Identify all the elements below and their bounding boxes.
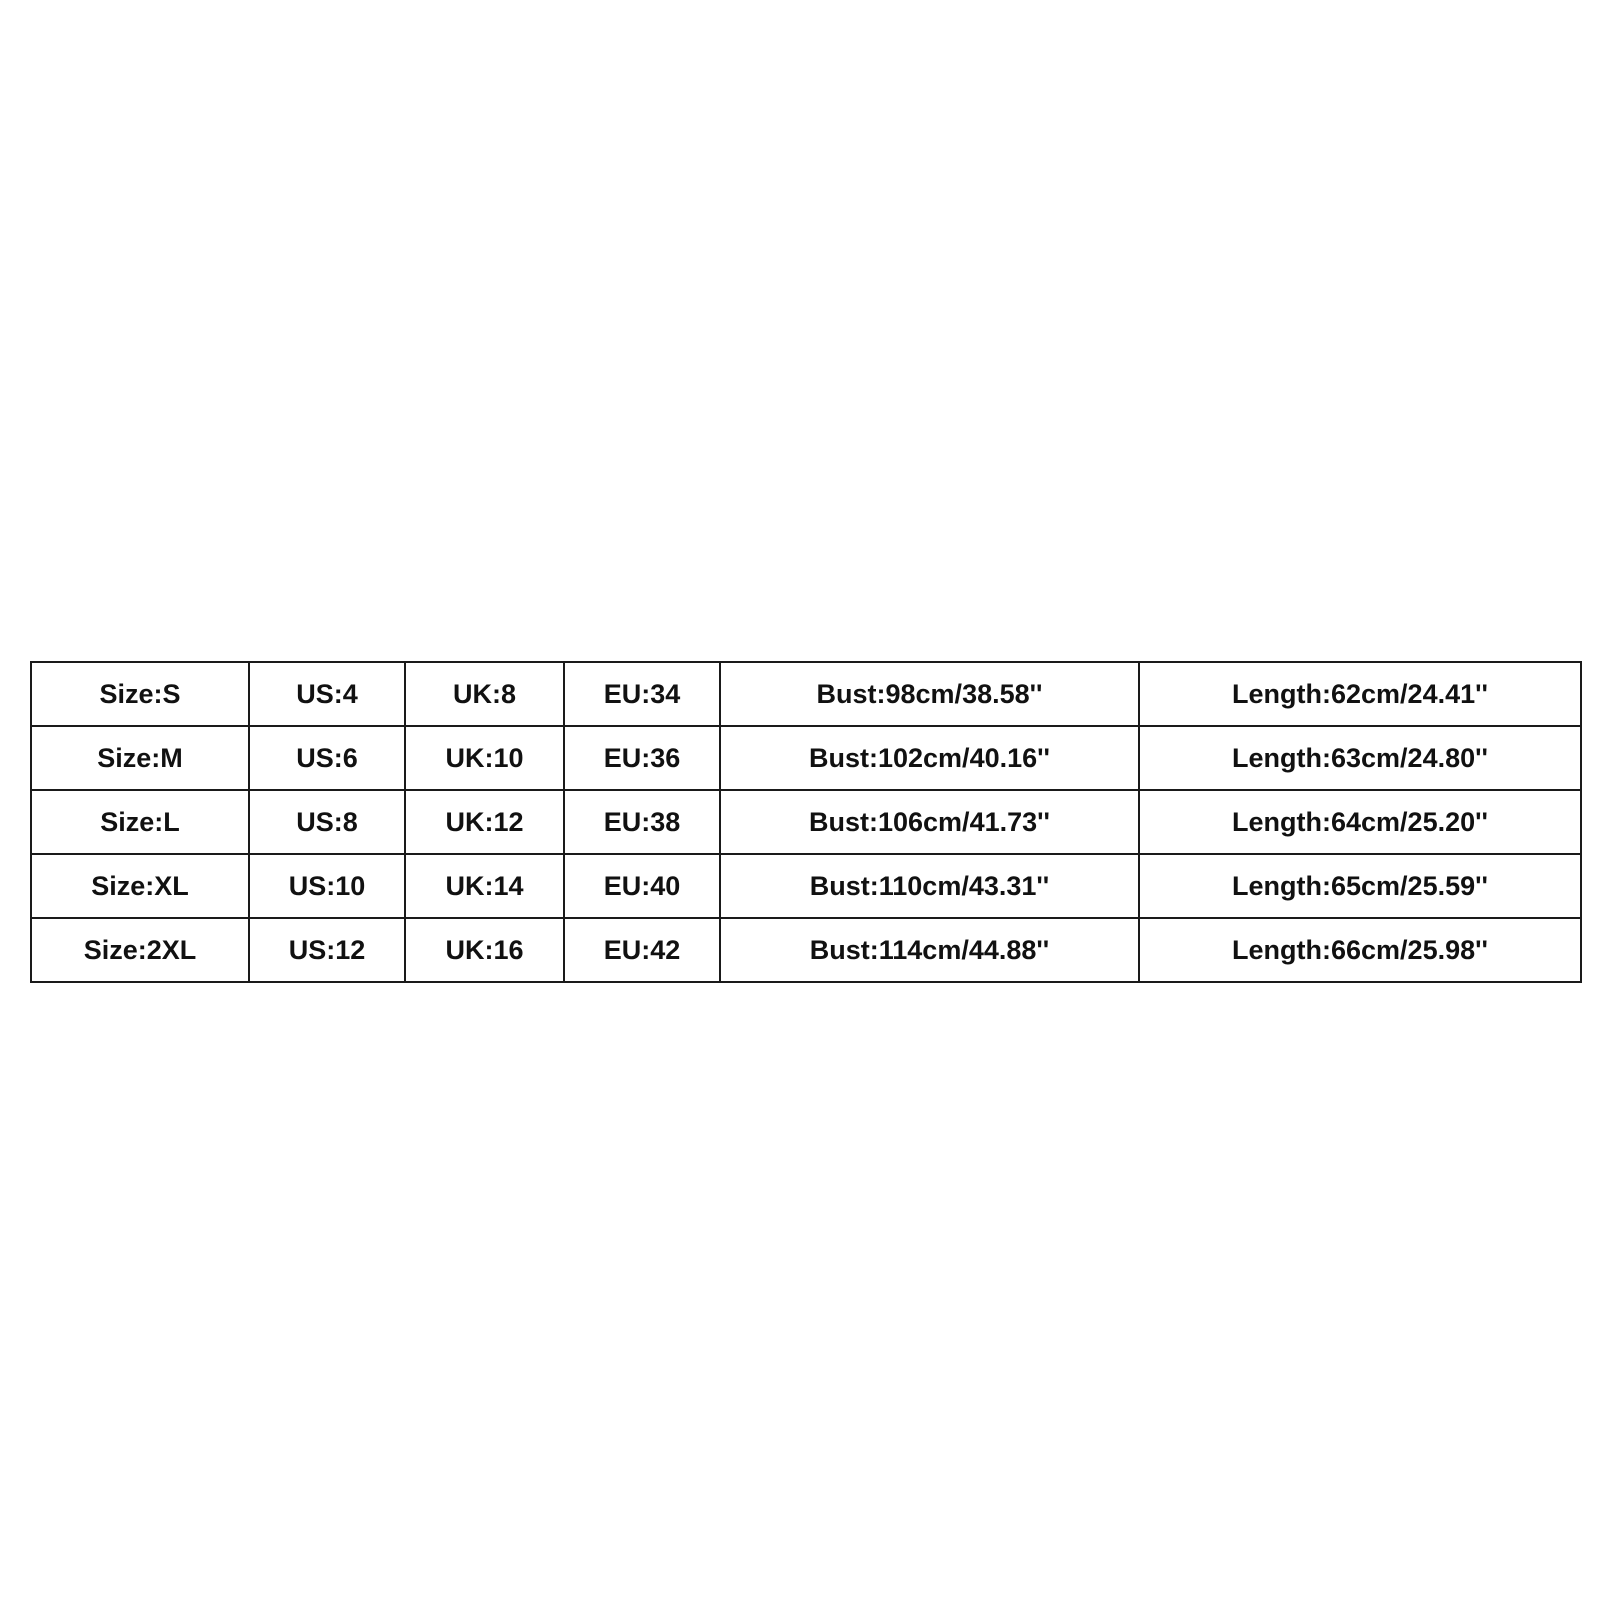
table-row — [31, 918, 1581, 982]
us-size-cell: US:12 — [249, 918, 405, 982]
length-cell: Length:66cm/25.98'' — [1139, 918, 1581, 982]
size-chart-table — [30, 661, 1582, 983]
bust-cell: Bust:110cm/43.31'' — [720, 854, 1139, 918]
bust-cell: Bust:102cm/40.16'' — [720, 726, 1139, 790]
size-cell: Size:S — [31, 662, 249, 726]
us-size-cell: US:8 — [249, 790, 405, 854]
length-cell: Length:63cm/24.80'' — [1139, 726, 1581, 790]
uk-size-cell: UK:16 — [405, 918, 564, 982]
length-cell: Length:64cm/25.20'' — [1139, 790, 1581, 854]
length-cell: Length:62cm/24.41'' — [1139, 662, 1581, 726]
uk-size-cell: UK:10 — [405, 726, 564, 790]
size-cell: Size:XL — [31, 854, 249, 918]
uk-size-cell: UK:8 — [405, 662, 564, 726]
bust-cell: Bust:106cm/41.73'' — [720, 790, 1139, 854]
us-size-cell: US:10 — [249, 854, 405, 918]
size-cell: Size:L — [31, 790, 249, 854]
table-row — [31, 726, 1581, 790]
table-row — [31, 662, 1581, 726]
us-size-cell: US:6 — [249, 726, 405, 790]
eu-size-cell: EU:34 — [564, 662, 720, 726]
bust-cell: Bust:98cm/38.58'' — [720, 662, 1139, 726]
eu-size-cell: EU:38 — [564, 790, 720, 854]
us-size-cell: US:4 — [249, 662, 405, 726]
table-row — [31, 790, 1581, 854]
eu-size-cell: EU:36 — [564, 726, 720, 790]
uk-size-cell: UK:14 — [405, 854, 564, 918]
size-cell: Size:2XL — [31, 918, 249, 982]
bust-cell: Bust:114cm/44.88'' — [720, 918, 1139, 982]
size-cell: Size:M — [31, 726, 249, 790]
table-row — [31, 854, 1581, 918]
length-cell: Length:65cm/25.59'' — [1139, 854, 1581, 918]
uk-size-cell: UK:12 — [405, 790, 564, 854]
eu-size-cell: EU:40 — [564, 854, 720, 918]
eu-size-cell: EU:42 — [564, 918, 720, 982]
